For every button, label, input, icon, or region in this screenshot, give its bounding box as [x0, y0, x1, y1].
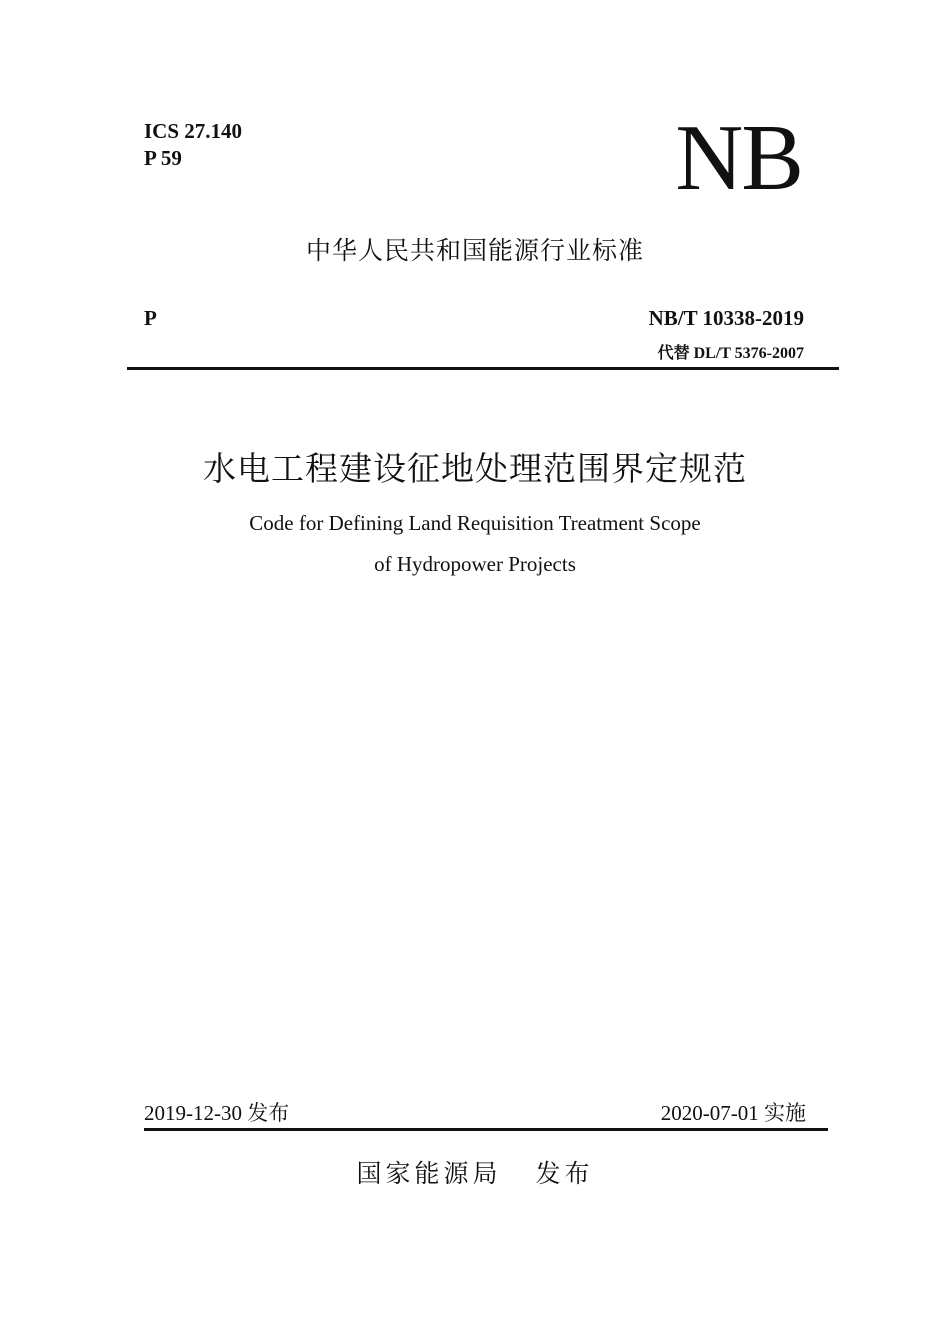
publisher-line	[0, 1154, 950, 1190]
nb-logo: NB	[675, 106, 802, 210]
classification-code: P 59	[144, 146, 182, 170]
publisher-org: 国家能源局	[356, 1159, 502, 1188]
issue-date: 2019-12-30 发布	[144, 1101, 290, 1125]
standard-type-heading: 中华人民共和国能源行业标准	[305, 236, 644, 265]
document-title-en-line2: of Hydropower Projects	[374, 552, 576, 576]
standard-number: NB/T 10338-2019	[648, 306, 804, 330]
ics-code: ICS 27.140	[144, 119, 243, 143]
header-divider	[127, 367, 839, 370]
footer-divider	[144, 1128, 828, 1131]
document-title-cn: 水电工程建设征地处理范围界定规范	[203, 452, 747, 488]
ics-code-block	[144, 118, 242, 172]
replaces-note: 代替 DL/T 5376-2007	[657, 345, 804, 362]
effective-date: 2020-07-01 实施	[660, 1101, 806, 1125]
document-title-en-line1: Code for Defining Land Requisition Treatment Scope	[249, 511, 701, 535]
category-code: P	[144, 306, 157, 330]
publisher-action: 发布	[535, 1159, 594, 1188]
